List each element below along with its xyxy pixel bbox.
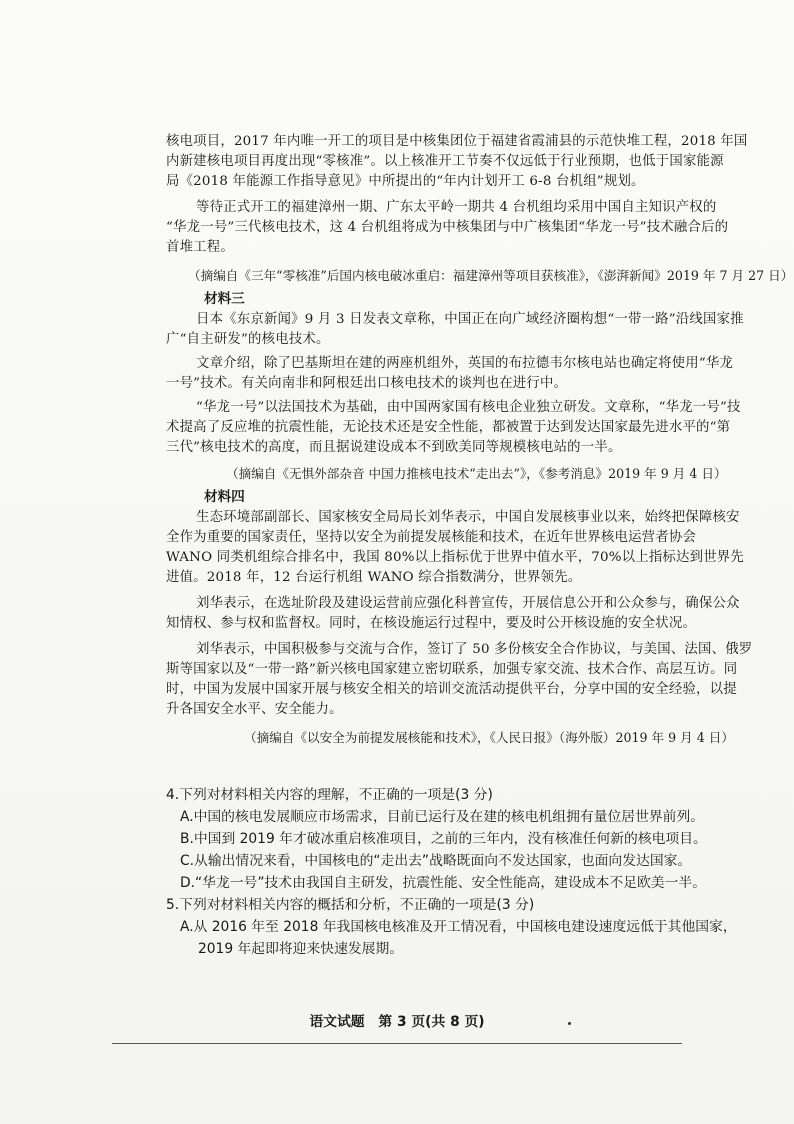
- text-line: 升各国安全水平、安全能力。: [166, 702, 343, 717]
- text-line: 日本《东京新闻》9 月 3 日发表文章称，中国正在向广域经济圈构想“一带一路”沿线国家推: [196, 312, 744, 327]
- material-3-paragraph-1: [166, 310, 744, 350]
- material-4-paragraph-1: [166, 508, 744, 588]
- question-4-option-a[interactable]: A.中国的核电发展顺应市场需求，目前已运行及在建的核电机组拥有量位居世界前列。: [180, 809, 705, 825]
- material-4-source: （摘编自《以安全为前提发展核能和技术》，《人民日报》（海外版）2019 年 9 月 4 日）: [244, 730, 734, 745]
- text-line: 三代”核电技术的高度，而且据说建设成本不到欧美同等规模核电站的一半。: [166, 440, 622, 455]
- material-2-paragraph-1: [166, 132, 748, 192]
- text-line: 进值。2018 年，12 台运行机组 WANO 综合指数满分，世界领先。: [166, 570, 582, 585]
- question-4-stem: 4.下列对材料相关内容的理解，不正确的一项是(3 分): [166, 787, 493, 803]
- text-line: 广“自主研发”的核电技术。: [166, 332, 330, 347]
- bottom-rule: [112, 1043, 682, 1044]
- question-5-option-a-cont: 2019 年起即将迎来快速发展期。: [198, 941, 404, 957]
- material-3-paragraph-2: [166, 354, 734, 394]
- text-line: 知情权、参与权和监督权。同时，在核设施运行过程中，要及时公开核设施的安全状况。: [166, 616, 697, 631]
- question-5-stem: 5.下列对材料相关内容的概括和分析，不正确的一项是(3 分): [166, 897, 535, 913]
- text-line: “华龙一号”以法国技术为基础，由中国两家国有核电企业独立研发。文章称，“华龙一号”技: [196, 400, 741, 415]
- material-3-source: （摘编自《无惧外部杂音 中国力推核电技术“走出去”》，《参考消息》2019 年 9 月 4 日）: [226, 466, 727, 481]
- question-5: [166, 894, 737, 960]
- text-line: 术提高了反应堆的抗震性能，无论技术还是安全性能，都被置于达到发达国家最先进水平的“第: [166, 420, 731, 435]
- material-4-heading: 材料四: [204, 489, 245, 505]
- question-4-option-b[interactable]: B.中国到 2019 年才破冰重启核准项目，之前的三年内，没有核准任何新的核电项目。: [180, 831, 707, 847]
- question-4-option-c[interactable]: C.从输出情况来看，中国核电的“走出去”战略既面向不发达国家，也面向发达国家。: [180, 853, 692, 869]
- question-5-option-a[interactable]: A.从 2016 年至 2018 年我国核电核准及开工情况看，中国核电建设速度远低于其他国家，: [180, 919, 737, 935]
- text-line: 刘华表示，在选址阶段及建设运营前应强化科普宣传，开展信息公开和公众参与，确保公众: [196, 596, 740, 611]
- question-4-option-d[interactable]: D.“华龙一号”技术由我国自主研发，抗震性能、安全性能高，建设成本不足欧美一半。: [180, 875, 706, 891]
- text-line: 内新建核电项目再度出现“零核准”。以上核准开工节奏不仅远低于行业预期，也低于国家能源: [166, 154, 724, 169]
- material-3-paragraph-3: [166, 398, 741, 458]
- text-line: WANO 同类机组综合排名中，我国 80%以上指标优于世界中值水平，70%以上指标达到世界先: [166, 550, 744, 565]
- text-line: “华龙一号”三代核电技术，这 4 台机组将成为中核集团与中广核集团“华龙一号”技术融合后的: [166, 220, 729, 235]
- material-4-paragraph-3: [166, 640, 753, 720]
- text-line: 核电项目，2017 年内唯一开工的项目是中核集团位于福建省霞浦县的示范快堆工程，2018 年国: [166, 134, 748, 149]
- text-line: 生态环境部副部长、国家核安全局局长刘华表示，中国自发展核事业以来，始终把保障核安: [196, 510, 740, 525]
- material-3-heading: 材料三: [204, 291, 245, 307]
- material-2-source: （摘编自《三年“零核准”后国内核电破冰重启：福建漳州等项目获核准》，《澎湃新闻》2019 年 7 月 27 日）: [188, 268, 794, 283]
- text-line: 文章介绍，除了巴基斯坦在建的两座机组外，英国的布拉德韦尔核电站也确定将使用“华龙: [196, 356, 734, 371]
- material-4-paragraph-2: [166, 594, 740, 634]
- page-footer: 语文试题 第 3 页(共 8 页): [309, 1014, 485, 1030]
- text-line: 时，中国为发展中国家开展与核安全相关的培训交流活动提供平台，分享中国的安全经验，以提: [166, 682, 737, 697]
- ink-dot: [568, 1022, 571, 1025]
- text-line: 等待正式开工的福建漳州一期、广东太平岭一期共 4 台机组均采用中国自主知识产权的: [196, 200, 717, 215]
- text-line: 全作为重要的国家责任，坚持以安全为前提发展核能和技术，在近年世界核电运营者协会: [166, 530, 697, 545]
- text-line: 一号”技术。有关向南非和阿根廷出口核电技术的谈判也在进行中。: [166, 376, 568, 391]
- text-line: 刘华表示，中国积极参与交流与合作，签订了 50 多份核安全合作协议，与美国、法国、俄罗: [196, 642, 753, 657]
- material-2-paragraph-2: [166, 198, 729, 258]
- reading-materials: [166, 132, 794, 750]
- text-line: 斯等国家以及“一带一路”新兴核电国家建立密切联系，加强专家交流、技术合作、高层互访。同: [166, 662, 738, 677]
- question-4: [166, 784, 726, 894]
- text-line: 局《2018 年能源工作指导意见》中所提出的“年内计划开工 6-8 台机组”规划。: [166, 174, 645, 189]
- text-line: 首堆工程。: [166, 240, 234, 255]
